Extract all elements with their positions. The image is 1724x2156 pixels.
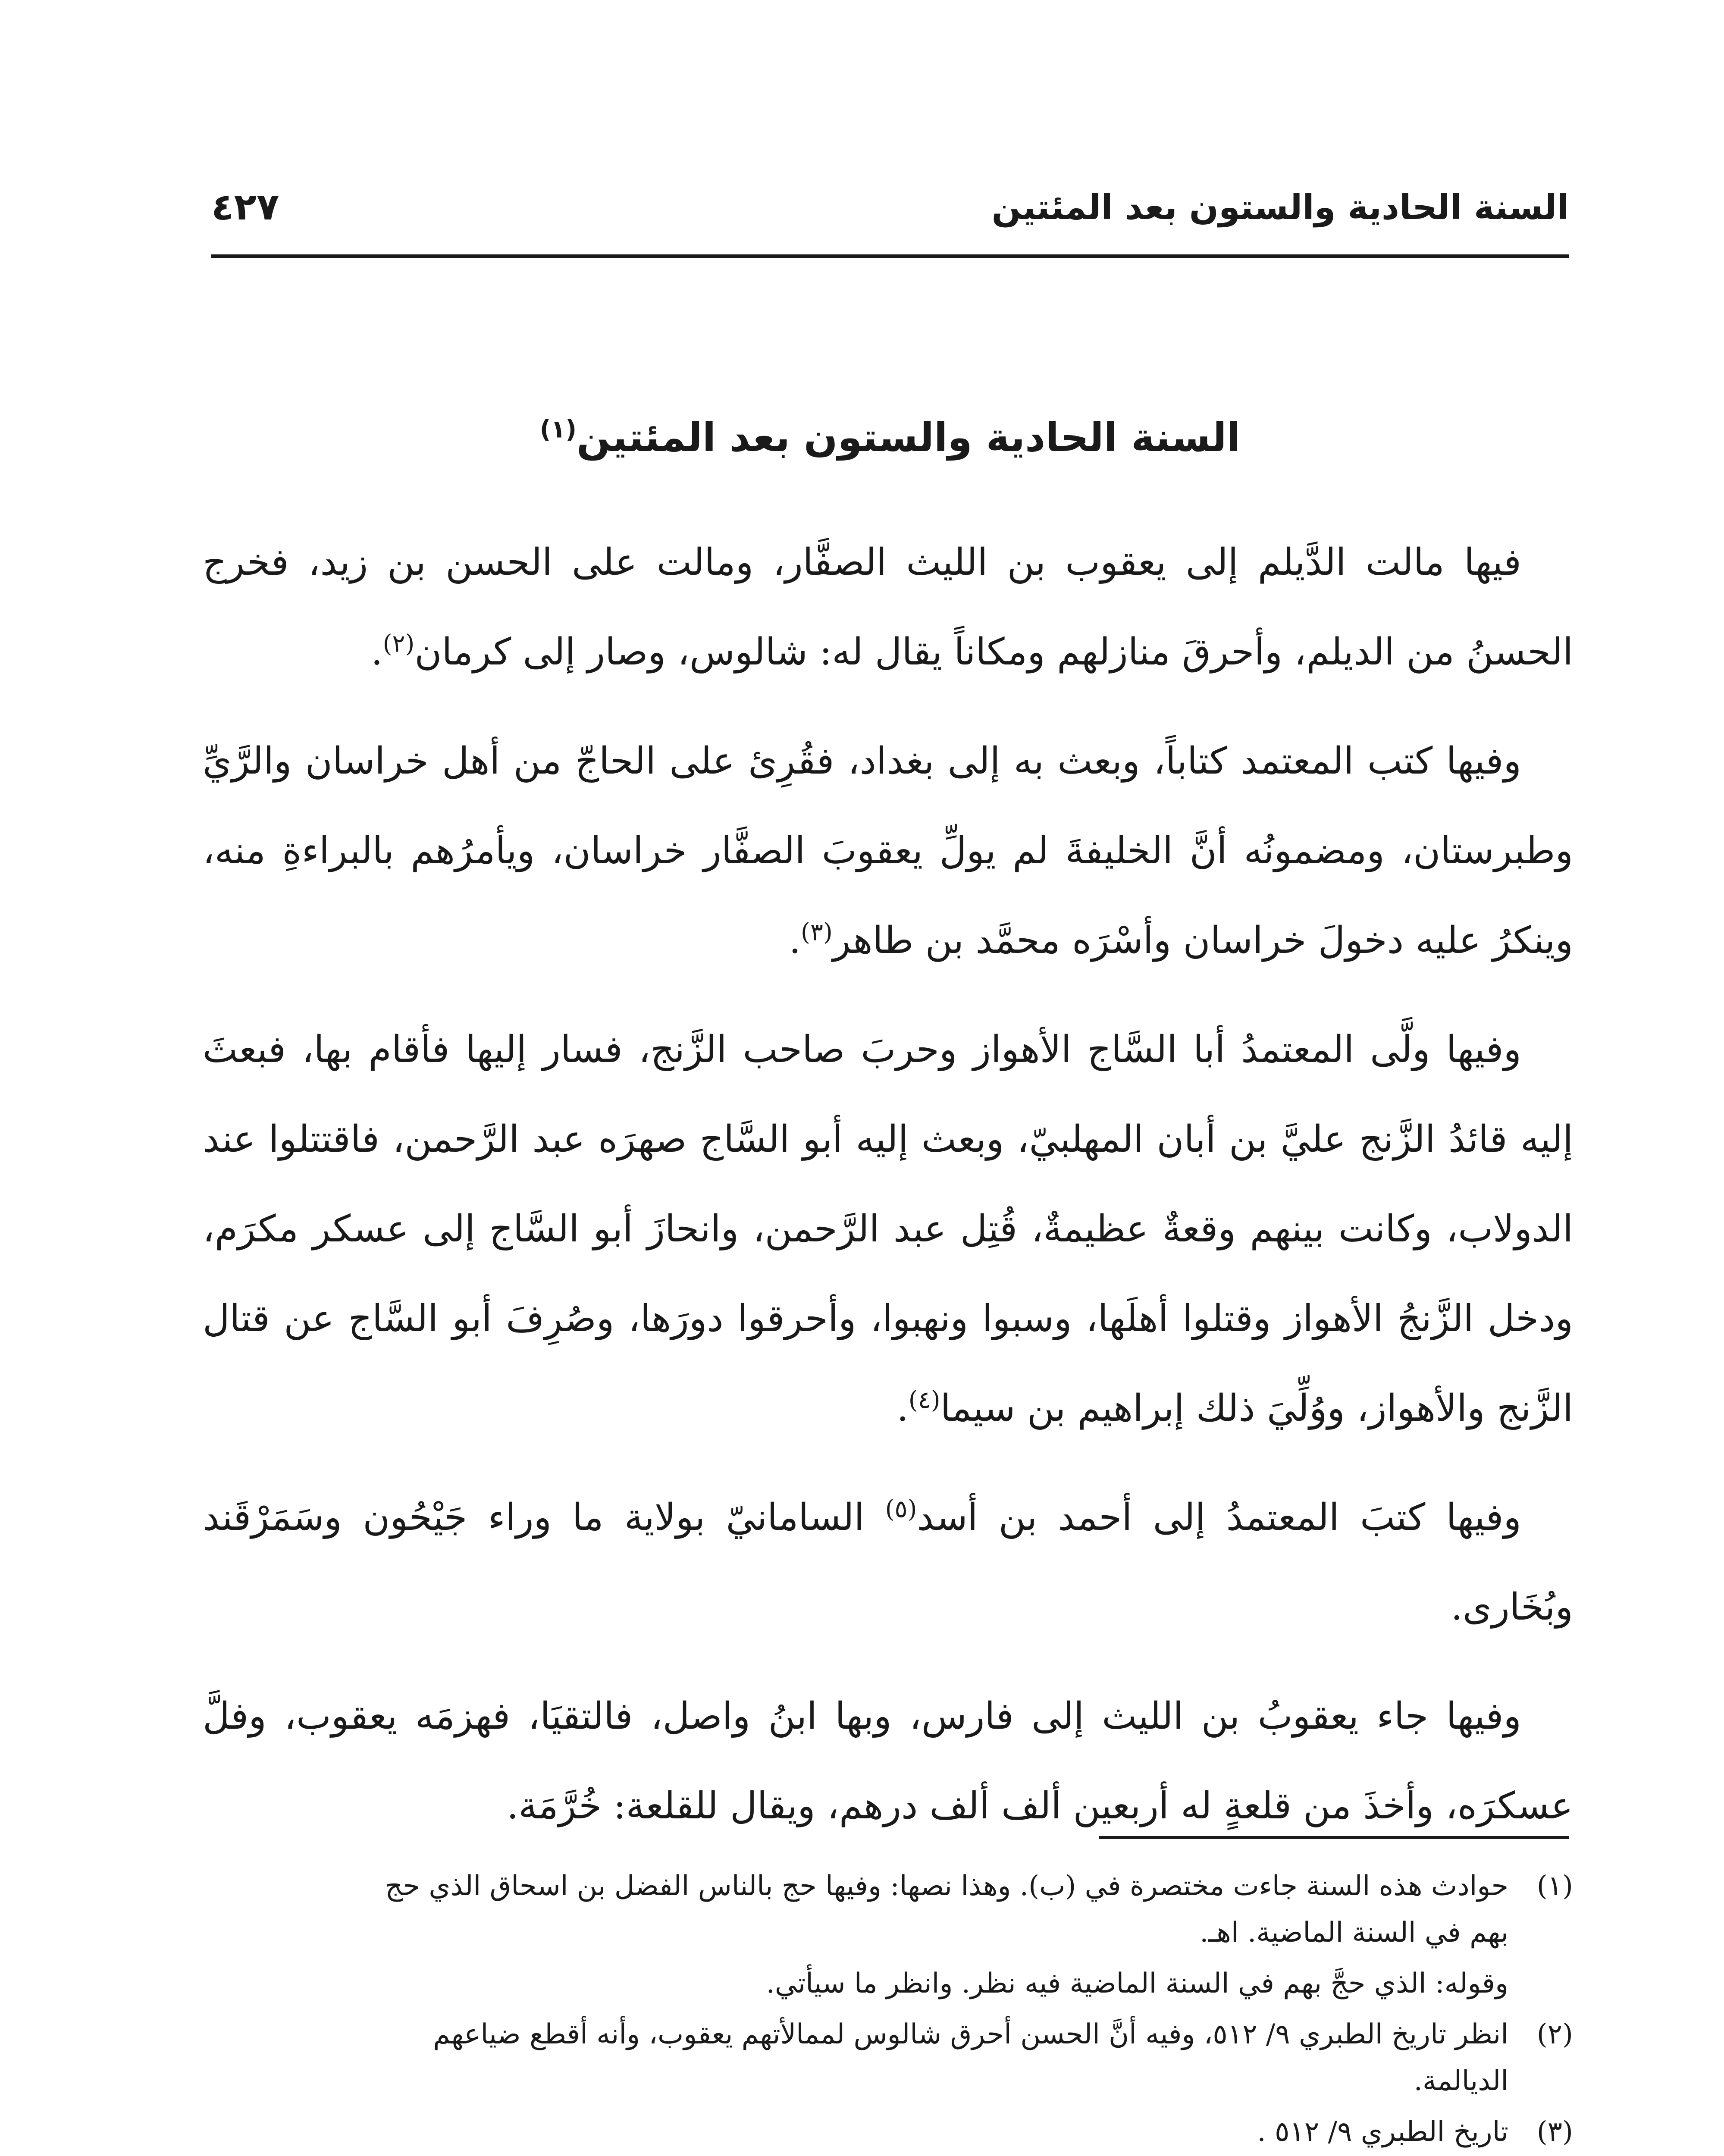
- paragraph: [203, 517, 1573, 697]
- chapter-title-note-ref: (١): [539, 415, 577, 444]
- footnote-ref: (٤): [908, 1386, 940, 1414]
- footnote: [203, 1863, 1573, 1956]
- paragraph-text: وفيها جاء يعقوبُ بن الليث إلى فارس، وبها ابنُ واصل، فالتقيَا، فهزمَه يعقوب، وفلَّ عسكرَه، وأخذَ من قلعةٍ له أربعين ألف ألف درهم، ويقال للقلعة: خُرَّمَة.: [203, 1695, 1573, 1827]
- paragraph: [203, 1005, 1573, 1453]
- paragraph-tail: .: [371, 630, 383, 674]
- paragraph-tail: .: [789, 919, 801, 962]
- footnote-mark: (٣): [1536, 2116, 1573, 2148]
- footnote-text: [203, 1863, 1508, 1956]
- page-number: ٤٢٧: [211, 185, 279, 229]
- footnote: [203, 2109, 1573, 2155]
- footnote-ref: (٣): [801, 918, 833, 946]
- footnote-ref: (٢): [382, 630, 415, 658]
- main-text: [203, 517, 1573, 1870]
- footnote-text: [203, 2109, 1508, 2155]
- chapter-title: [211, 407, 1569, 468]
- paragraph: [203, 1671, 1573, 1851]
- footnote-text: [203, 2011, 1508, 2104]
- paragraph-tail: السامانيّ بولاية ما وراء جَيْحُون وسَمَرْقَند وبُخَارى.: [203, 1496, 1573, 1629]
- chapter-title-text: السنة الحادية والستون بعد المئتين: [577, 414, 1241, 461]
- paragraph-text: وفيها كتب المعتمد كتاباً، وبعث به إلى بغداد، فقُرِئ على الحاجّ من أهل خراسان والرَّيِّ وطبرستان، ومضمونُه أنَّ الخليفةَ لم يولِّ يعقوبَ الصفَّار خراسان، ويأمرُهم بالبراءةِ منه، وينكرُ عليه دخولَ خراسان وأسْرَه محمَّد بن طاهر: [203, 740, 1573, 962]
- paragraph-text: فيها مالت الدَّيلم إلى يعقوب بن الليث الصفَّار، ومالت على الحسن بن زيد، فخرج الحسنُ من الديلم، وأحرقَ منازلهم ومكاناً يقال له: شالوس، وصار إلى كرمان: [203, 541, 1573, 674]
- header-rule: [211, 254, 1569, 258]
- footnotes: [203, 1863, 1573, 2156]
- paragraph-text: وفيها ولَّى المعتمدُ أبا السَّاج الأهواز وحربَ صاحب الزَّنج، فسار إليها فأقام بها، فبعثَ إليه قائدُ الزَّنج عليَّ بن أبان المهلبيّ، وبعث إليه أبو السَّاج صهرَه عبد الرَّحمن، فاقتتلوا عند الدولاب، وكانت بينهم وقعةٌ عظيمةٌ، قُتِل عبد الرَّحمن، وانحازَ أبو السَّاج إلى عسكر مكرَم، ودخل الزَّنجُ الأهواز وقتلوا أهلَها، وسبوا ونهبوا، وأحرقوا دورَها، وصُرِفَ أبو السَّاج عن قتال الزَّنج والأهواز، ووُلِّيَ ذلك إبراهيم بن سيما: [203, 1028, 1573, 1430]
- running-title: السنة الحادية والستون بعد المئتين: [991, 187, 1569, 227]
- footnote-continuation: وقوله: الذي حجَّ بهم في السنة الماضية فيه نظر. وانظر ما سيأتي.: [766, 1968, 1508, 1999]
- footnote-separator: [1099, 1836, 1569, 1839]
- paragraph: [203, 716, 1573, 985]
- footnote: [203, 2011, 1573, 2104]
- footnote-line: انظر تاريخ الطبري ٩/ ٥١٢، وفيه أنَّ الحسن أحرق شالوس لممالأتهم يعقوب، وأنه أقطع ضياعهم: [433, 2018, 1508, 2050]
- footnote-ref: (٥): [885, 1495, 917, 1523]
- footnote-line: حوادث هذه السنة جاءت مختصرة في (ب). وهذا نصها: وفيها حج بالناس الفضل بن اسحاق الذي حج: [385, 1870, 1508, 1902]
- footnote-mark: (٢): [1536, 2018, 1573, 2050]
- paragraph-text: وفيها كتبَ المعتمدُ إلى أحمد بن أسد: [917, 1496, 1521, 1539]
- footnote-mark: (١): [1536, 1870, 1573, 1902]
- paragraph: [203, 1473, 1573, 1652]
- footnote-line: الديالمة.: [1414, 2065, 1508, 2097]
- running-header: [211, 175, 1569, 239]
- paragraph-tail: .: [896, 1387, 909, 1430]
- footnote-line: تاريخ الطبري ٩/ ٥١٢ .: [1257, 2116, 1508, 2148]
- footnote-line: بهم في السنة الماضية. اهـ.: [1200, 1917, 1508, 1949]
